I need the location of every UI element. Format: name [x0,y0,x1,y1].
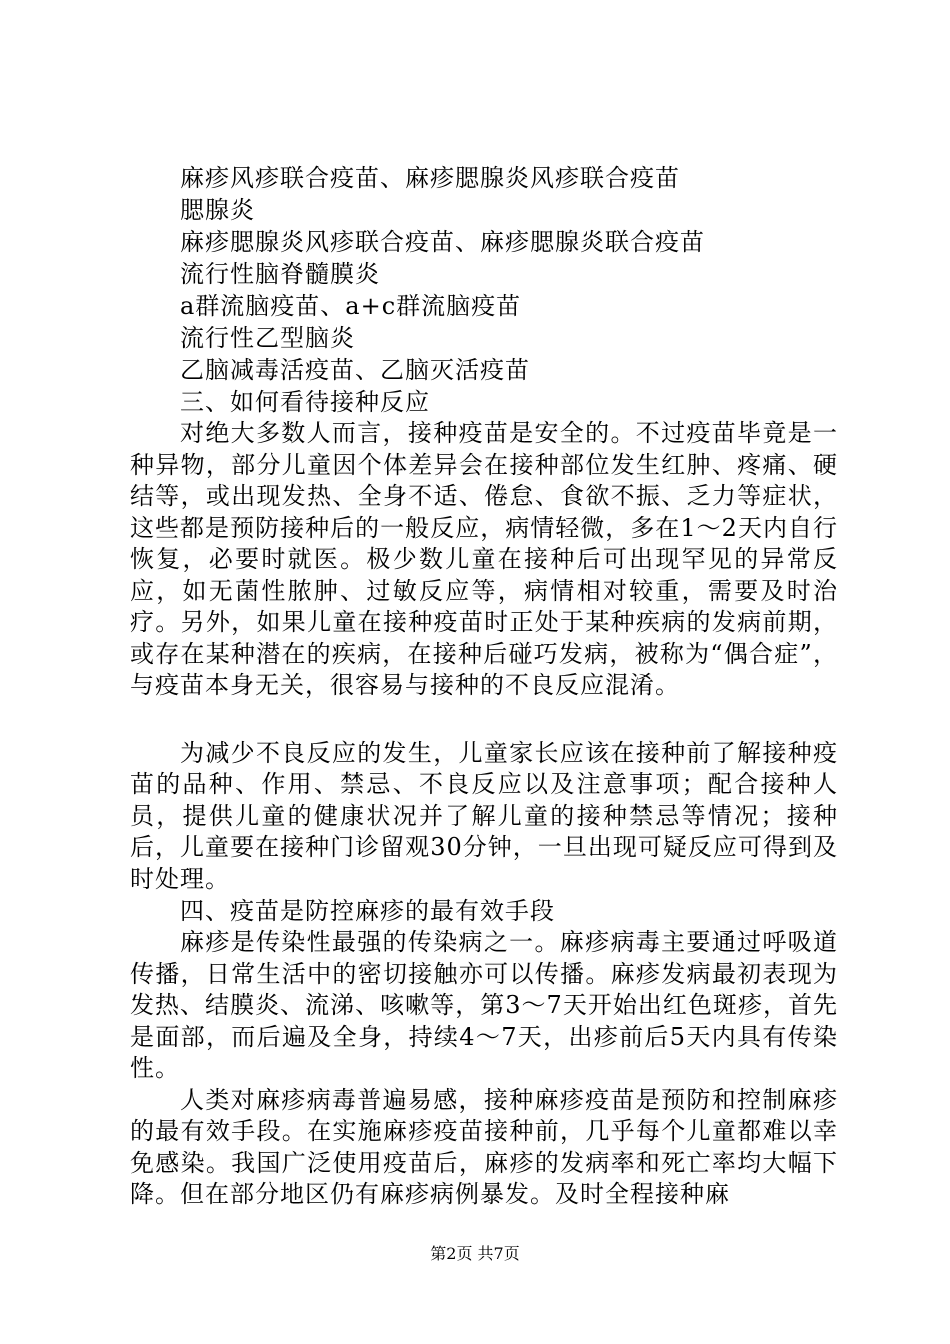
paragraph-precautions: 为减少不良反应的发生，儿童家长应该在接种前了解接种疫苗的品种、作用、禁忌、不良反应以及注意事项；配合接种人员，提供儿童的健康状况并了解儿童的接种禁忌等情况；接种后，儿童要在接种门诊留观30分钟，一旦出现可疑反应可得到及时处理。 [130,738,838,893]
disease-line-mumps: 腮腺炎 [180,196,255,224]
section-heading-reactions: 三、如何看待接种反应 [180,388,430,416]
paragraph-measles-transmission: 麻疹是传染性最强的传染病之一。麻疹病毒主要通过呼吸道传播，日常生活中的密切接触亦可以传播。麻疹发病最初表现为发热、结膜炎、流涕、咳嗽等，第3～7天开始出红色斑疹，首先是面部，而后遍及全身，持续4～7天，出疹前后5天内具有传染性。 [130,928,838,1082]
page-content [130,162,838,1211]
page-number-footer: 第2页 共7页 [430,1244,520,1263]
vaccine-line-je: 乙脑减毒活疫苗、乙脑灭活疫苗 [180,356,530,384]
vaccine-line-meningococcal: a群流脑疫苗、a+c群流脑疫苗 [180,292,522,320]
vaccine-line-measles-rubella: 麻疹风疹联合疫苗、麻疹腮腺炎风疹联合疫苗 [180,164,680,192]
paragraph-measles-vaccine: 人类对麻疹病毒普遍易感，接种麻疹疫苗是预防和控制麻疹的最有效手段。在实施麻疹疫苗接种前，几乎每个儿童都难以幸免感染。我国广泛使用疫苗后，麻疹的发病率和死亡率均大幅下降。但在部分地区仍有麻疹病例暴发。及时全程接种麻 [130,1085,838,1208]
paragraph-reactions: 对绝大多数人而言，接种疫苗是安全的。不过疫苗毕竟是一种异物，部分儿童因个体差异会在接种部位发生红肿、疼痛、硬结等，或出现发热、全身不适、倦怠、食欲不振、乏力等症状，这些都是预防接种后的一般反应，病情轻微，多在1～2天内自行恢复，必要时就医。极少数儿童在接种后可出现罕见的异常反应，如无菌性脓肿、过敏反应等，病情相对较重，需要及时治疗。另外，如果儿童在接种疫苗时正处于某种疾病的发病前期，或存在某种潜在的疾病，在接种后碰巧发病，被称为“偶合症”，与疫苗本身无关，很容易与接种的不良反应混淆。 [130,419,838,699]
section-heading-measles-control: 四、疫苗是防控麻疹的最有效手段 [180,897,555,925]
disease-line-encephalitis: 流行性乙型脑炎 [180,324,355,352]
vaccine-line-mmr: 麻疹腮腺炎风疹联合疫苗、麻疹腮腺炎联合疫苗 [180,228,705,256]
disease-line-meningitis: 流行性脑脊髓膜炎 [180,260,380,288]
paragraph-spacer [130,702,838,738]
